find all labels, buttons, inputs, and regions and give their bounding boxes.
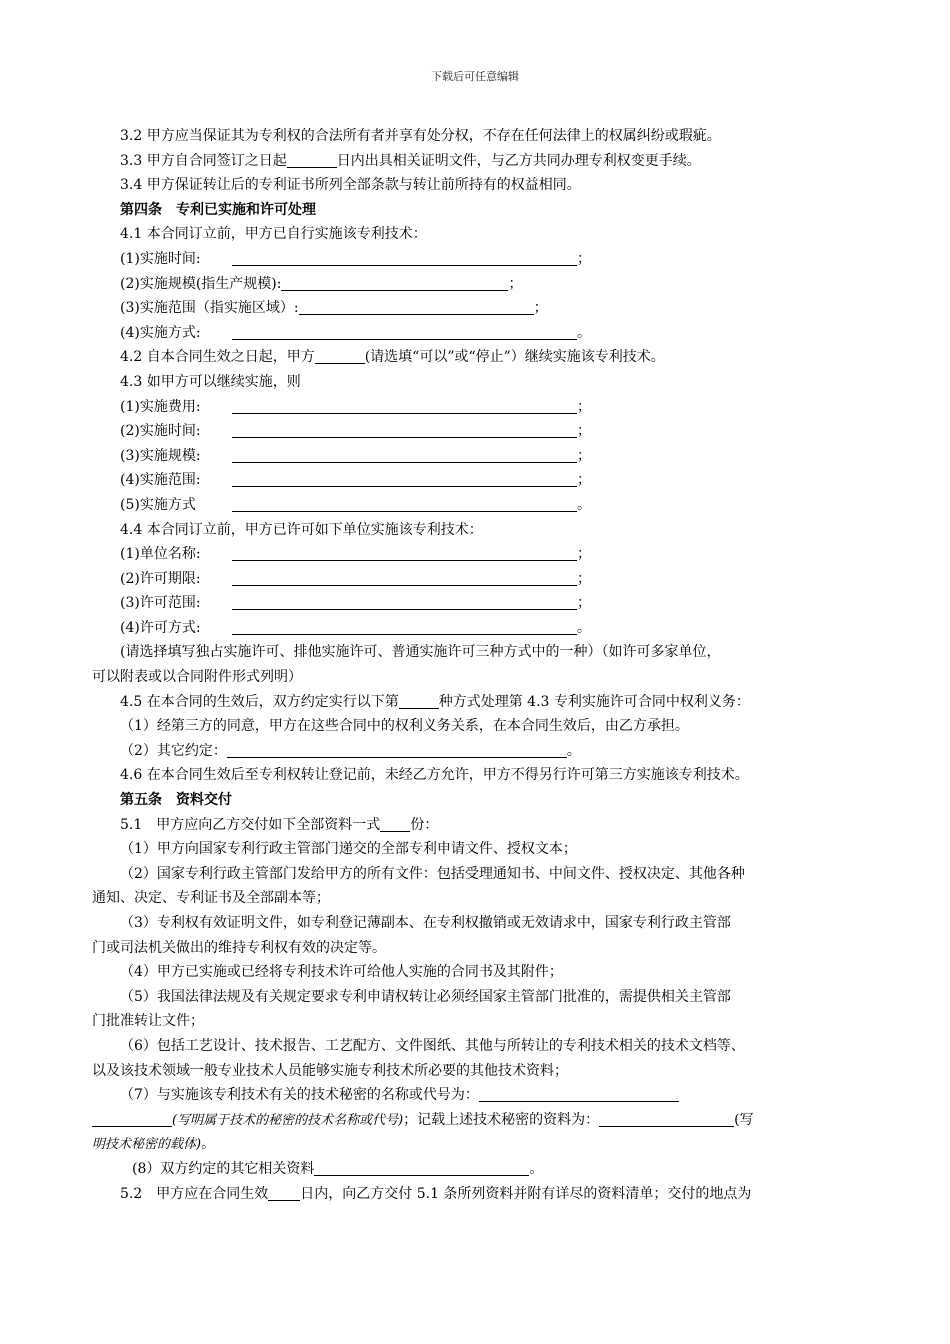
- list-item: （2）国家专利行政主管部门发给甲方的所有文件：包括受理通知书、中间文件、授权决定、其他各种: [120, 865, 745, 882]
- blank-field[interactable]: [232, 446, 577, 463]
- text: 明技术秘密的载体): [92, 1137, 202, 1153]
- item-label: (1)实施时间:: [120, 250, 201, 267]
- text: 。: [201, 1136, 216, 1153]
- blank-field[interactable]: [315, 347, 365, 364]
- text: 份：: [410, 816, 439, 833]
- blank-field[interactable]: [92, 1110, 172, 1127]
- list-item-continued: 门或司法机关做出的维持专利权有效的决定等。: [92, 939, 386, 956]
- text: 5.2 甲方应在合同生效: [120, 1185, 269, 1202]
- page-header: 下载后可任意编辑: [431, 70, 519, 83]
- clause-3-3: [92, 149, 862, 174]
- text: ；: [577, 570, 591, 587]
- blank-field[interactable]: [232, 593, 577, 610]
- text: ；: [577, 447, 591, 464]
- list-item: [92, 567, 862, 592]
- text: 日内，向乙方交付 5.1 条所列资料并附有详尽的资料清单；交付的地点为: [300, 1185, 752, 1202]
- item-label: (1)单位名称:: [120, 546, 201, 563]
- list-item: [92, 591, 862, 616]
- clause-4-5-2: [92, 739, 862, 764]
- blank-field[interactable]: [314, 1159, 529, 1176]
- text: (请选填“可以”或“停止”）继续实施该专利技术。: [364, 349, 665, 366]
- blank-field[interactable]: [232, 470, 577, 487]
- list-item: [92, 247, 862, 272]
- item-label: (4)许可方式:: [120, 619, 201, 636]
- item-label: (3)许可范围:: [120, 595, 201, 612]
- list-item: [92, 444, 862, 469]
- list-item: [92, 616, 862, 641]
- text: ；: [508, 275, 523, 292]
- text: (写: [734, 1111, 754, 1128]
- list-item: [92, 419, 862, 444]
- clause-4-3: 4.3 如甲方可以继续实施，则: [120, 373, 301, 390]
- text: 种方式处理第 4.3 专利实施许可合同中权利义务：: [438, 693, 750, 710]
- clause-4-1: 4.1 本合同订立前，甲方已自行实施该专利技术：: [120, 226, 427, 243]
- text: （2）其它约定：: [120, 742, 227, 759]
- list-item-continued: [92, 1132, 862, 1157]
- list-item: （3）专利权有效证明文件，如专利登记薄副本、在专利权撤销或无效请求中，国家专利行政主管部: [120, 915, 731, 931]
- list-item: [92, 493, 862, 518]
- item-label: (3)实施规模:: [120, 447, 201, 464]
- blank-field[interactable]: [232, 397, 577, 414]
- list-item-continued: 以及该技术领域一般专业技术人员能够实施专利技术所必要的其他技术资料；: [92, 1062, 568, 1079]
- list-item: [92, 468, 862, 493]
- blank-field[interactable]: [399, 692, 439, 709]
- text: 4.5 在本合同的生效后，双方约定实行以下第: [120, 693, 399, 710]
- text: 日内出具相关证明文件，与乙方共同办理专利权变更手续。: [336, 152, 701, 169]
- text: 。: [529, 1160, 544, 1177]
- blank-field[interactable]: [479, 1085, 679, 1102]
- item-label: (4)实施方式:: [120, 324, 201, 341]
- list-item: [92, 272, 862, 297]
- text: ；: [577, 398, 591, 415]
- list-item: （4）甲方已实施或已经将专利技术许可给他人实施的合同书及其附件；: [120, 964, 563, 981]
- clause-5-2: [92, 1182, 862, 1207]
- text: ；记载上述技术秘密的资料为：: [403, 1111, 600, 1128]
- document-body: [92, 124, 862, 1206]
- text: （7）与实施该专利技术有关的技术秘密的名称或代号为：: [120, 1087, 479, 1104]
- text: 3.3 甲方自合同签订之日起: [120, 152, 287, 169]
- text: ；: [577, 472, 591, 489]
- text: (8）双方约定的其它相关资料: [132, 1160, 315, 1177]
- list-item-continued: [92, 1108, 862, 1133]
- item-label: (2)实施时间:: [120, 423, 201, 440]
- clause-4-6: 4.6 在本合同生效后至专利权转让登记前，未经乙方允许，甲方不得另行许可第三方实施该专利技术。: [120, 767, 749, 784]
- text: ；: [577, 595, 591, 612]
- blank-field[interactable]: [232, 249, 577, 266]
- item-label: (4)实施范围:: [120, 472, 201, 489]
- item-label: (2)实施规模(指生产规模):: [120, 275, 282, 292]
- clause-4-5-1: （1）经第三方的同意，甲方在这些合同中的权利义务关系，在本合同生效后，由乙方承担。: [120, 718, 689, 735]
- item-label: (1)实施费用:: [120, 398, 201, 415]
- list-item: [92, 1157, 862, 1182]
- text: 。: [566, 742, 581, 759]
- clause-5-1: [92, 813, 862, 838]
- blank-field[interactable]: [232, 323, 577, 340]
- list-item: [92, 321, 862, 346]
- list-item-continued: 通知、决定、专利证书及全部副本等；: [92, 890, 330, 907]
- item-label: (5)实施方式: [120, 496, 196, 513]
- blank-field[interactable]: [232, 495, 577, 512]
- blank-field[interactable]: [380, 815, 410, 832]
- blank-field[interactable]: [299, 298, 534, 315]
- text: ；: [577, 423, 591, 440]
- blank-field[interactable]: [232, 421, 577, 438]
- item-label: (3)实施范围（指实施区域）:: [120, 300, 299, 317]
- clause-4-5: [92, 690, 862, 715]
- blank-field[interactable]: [232, 618, 577, 635]
- blank-field[interactable]: [232, 544, 577, 561]
- note-line-1: (请选择填写独占实施许可、排他实施许可、普通实施许可三种方式中的一种）（如许可多家单位，: [120, 644, 721, 661]
- text: 4.2 自本合同生效之日起，甲方: [120, 349, 315, 366]
- list-item: [92, 296, 862, 321]
- note-line-2: 可以附表或以合同附件形式列明）: [92, 669, 302, 686]
- blank-field[interactable]: [599, 1110, 734, 1127]
- list-item: （6）包括工艺设计、技术报告、工艺配方、文件图纸、其他与所转让的专利技术相关的技术文档等、: [120, 1037, 745, 1054]
- clause-3-4: 3.4 甲方保证转让后的专利证书所列全部条款与转让前所持有的权益相同。: [120, 177, 581, 194]
- text: ；: [577, 546, 591, 563]
- list-item: [92, 395, 862, 420]
- blank-field[interactable]: [232, 569, 577, 586]
- article-4-heading: 第四条 专利已实施和许可处理: [120, 201, 316, 218]
- text: (写明属于技术的秘密的技术名称或代号): [172, 1112, 404, 1128]
- item-label: (2)许可期限:: [120, 570, 201, 587]
- text: 。: [577, 324, 591, 341]
- blank-field[interactable]: [281, 274, 508, 291]
- list-item: （5）我国法律法规及有关规定要求专利申请权转让必须经国家主管部门批准的，需提供相关主管部: [120, 988, 731, 1005]
- blank-field[interactable]: [268, 1184, 300, 1201]
- clause-4-2: [92, 345, 862, 370]
- blank-field[interactable]: [287, 151, 337, 168]
- list-item-continued: 门批准转让文件；: [92, 1013, 204, 1030]
- list-item: [92, 1083, 862, 1108]
- text: 5.1 甲方应向乙方交付如下全部资料一式: [120, 816, 381, 833]
- list-item: （1）甲方向国家专利行政主管部门递交的全部专利申请文件、授权文本；: [120, 841, 577, 858]
- article-5-heading: 第五条 资料交付: [120, 792, 232, 809]
- list-item: [92, 542, 862, 567]
- text: ；: [577, 250, 591, 267]
- blank-field[interactable]: [227, 741, 567, 758]
- text: 。: [577, 619, 591, 636]
- clause-3-2: 3.2 甲方应当保证其为专利权的合法所有者并享有处分权，不存在任何法律上的权属纠纷或瑕疵。: [120, 128, 721, 144]
- clause-4-4: 4.4 本合同订立前，甲方已许可如下单位实施该专利技术：: [120, 521, 483, 538]
- text: ；: [533, 300, 548, 317]
- text: 。: [577, 496, 591, 513]
